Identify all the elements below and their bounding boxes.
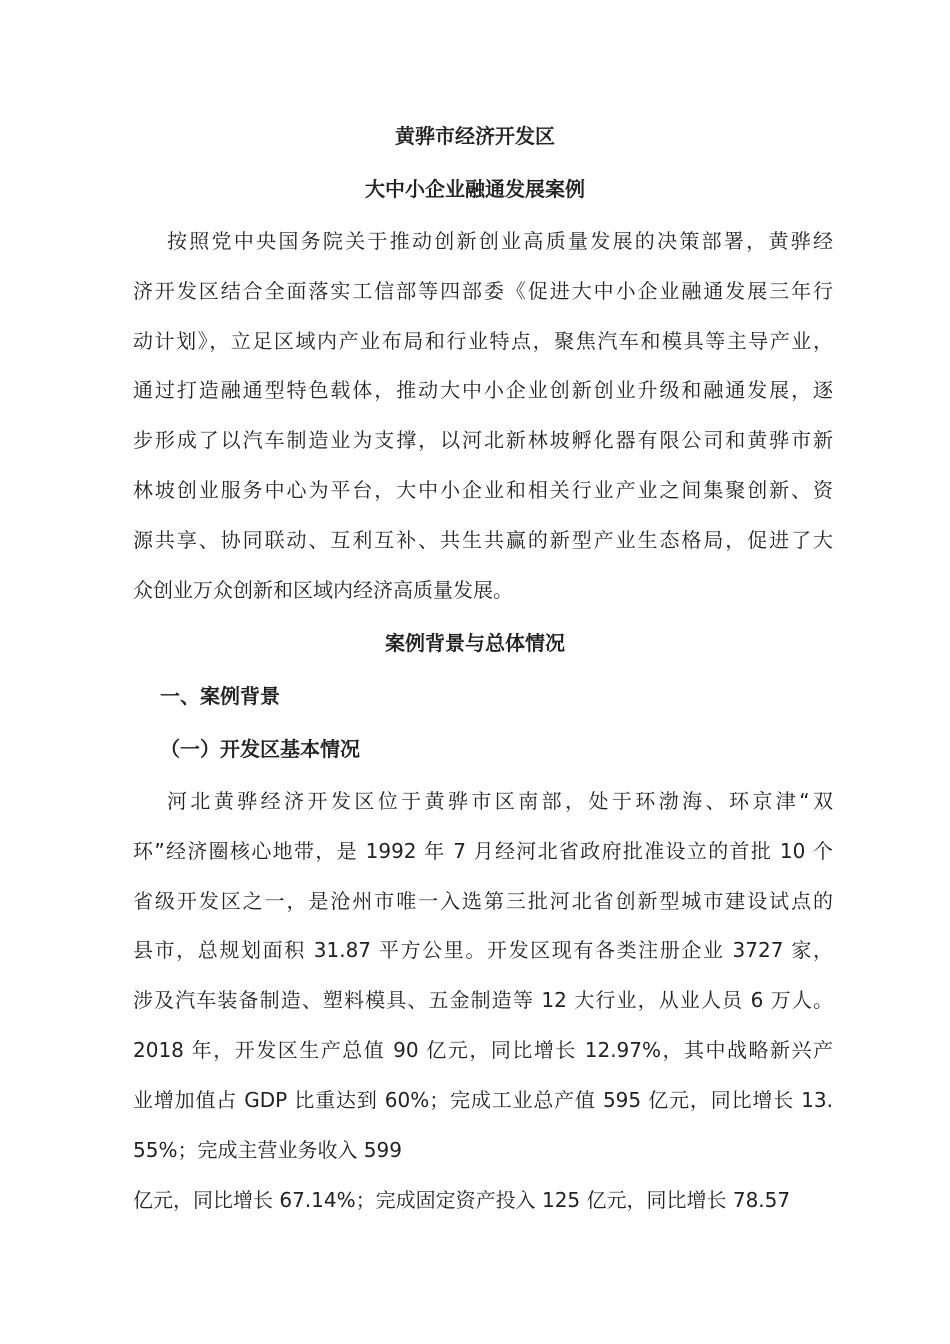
body-paragraph-line: 河北黄骅经济开发区位于黄骅市区南部，处于环渤海、环京津“双 [167, 789, 833, 813]
body-paragraph-line: 55%；完成主营业务收入 599 [133, 1138, 402, 1162]
intro-paragraph-line: 林坡创业服务中心为平台，大中小企业和相关行业产业之间集聚创新、资 [133, 478, 833, 502]
intro-paragraph-line: 通过打造融通型特色载体，推动大中小企业创新创业升级和融通发展，逐 [133, 378, 833, 402]
document-title-line-1: 黄骅市经济开发区 [395, 124, 555, 148]
body-paragraph-line: 县市，总规划面积 31.87 平方公里。开发区现有各类注册企业 3727 家， [133, 938, 833, 962]
heading-level-1: 一、案例背景 [160, 684, 280, 708]
body-paragraph-line: 涉及汽车装备制造、塑料模具、五金制造等 12 大行业，从业人员 6 万人。 [133, 988, 833, 1012]
heading-level-2: （一）开发区基本情况 [160, 737, 360, 761]
section-title: 案例背景与总体情况 [385, 631, 565, 655]
body-paragraph-line: 业增加值占 GDP 比重达到 60%；完成工业总产值 595 亿元，同比增长 13. [133, 1088, 833, 1112]
body-paragraph-line: 省级开发区之一，是沧州市唯一入选第三批河北省创新型城市建设试点的 [133, 889, 833, 913]
intro-paragraph-line: 按照党中央国务院关于推动创新创业高质量发展的决策部署，黄骅经 [167, 229, 833, 253]
intro-paragraph-line: 动计划》，立足区域内产业布局和行业特点，聚焦汽车和模具等主导产业， [133, 329, 833, 353]
body-paragraph-line: 亿元，同比增长 67.14%；完成固定资产投入 125 亿元，同比增长 78.57 [133, 1188, 791, 1212]
intro-paragraph-line: 步形成了以汽车制造业为支撑，以河北新林坡孵化器有限公司和黄骅市新 [133, 428, 833, 452]
intro-paragraph-line: 众创业万众创新和区域内经济高质量发展。 [133, 578, 513, 602]
document-title-line-2: 大中小企业融通发展案例 [365, 177, 585, 201]
intro-paragraph-line: 源共享、协同联动、互利互补、共生共赢的新型产业生态格局，促进了大 [133, 528, 833, 552]
body-paragraph-line: 环”经济圈核心地带，是 1992 年 7 月经河北省政府批准设立的首批 10 个 [133, 839, 833, 863]
intro-paragraph-line: 济开发区结合全面落实工信部等四部委《促进大中小企业融通发展三年行 [133, 279, 833, 303]
body-paragraph-line: 2018 年，开发区生产总值 90 亿元，同比增长 12.97%，其中战略新兴产 [133, 1038, 833, 1062]
